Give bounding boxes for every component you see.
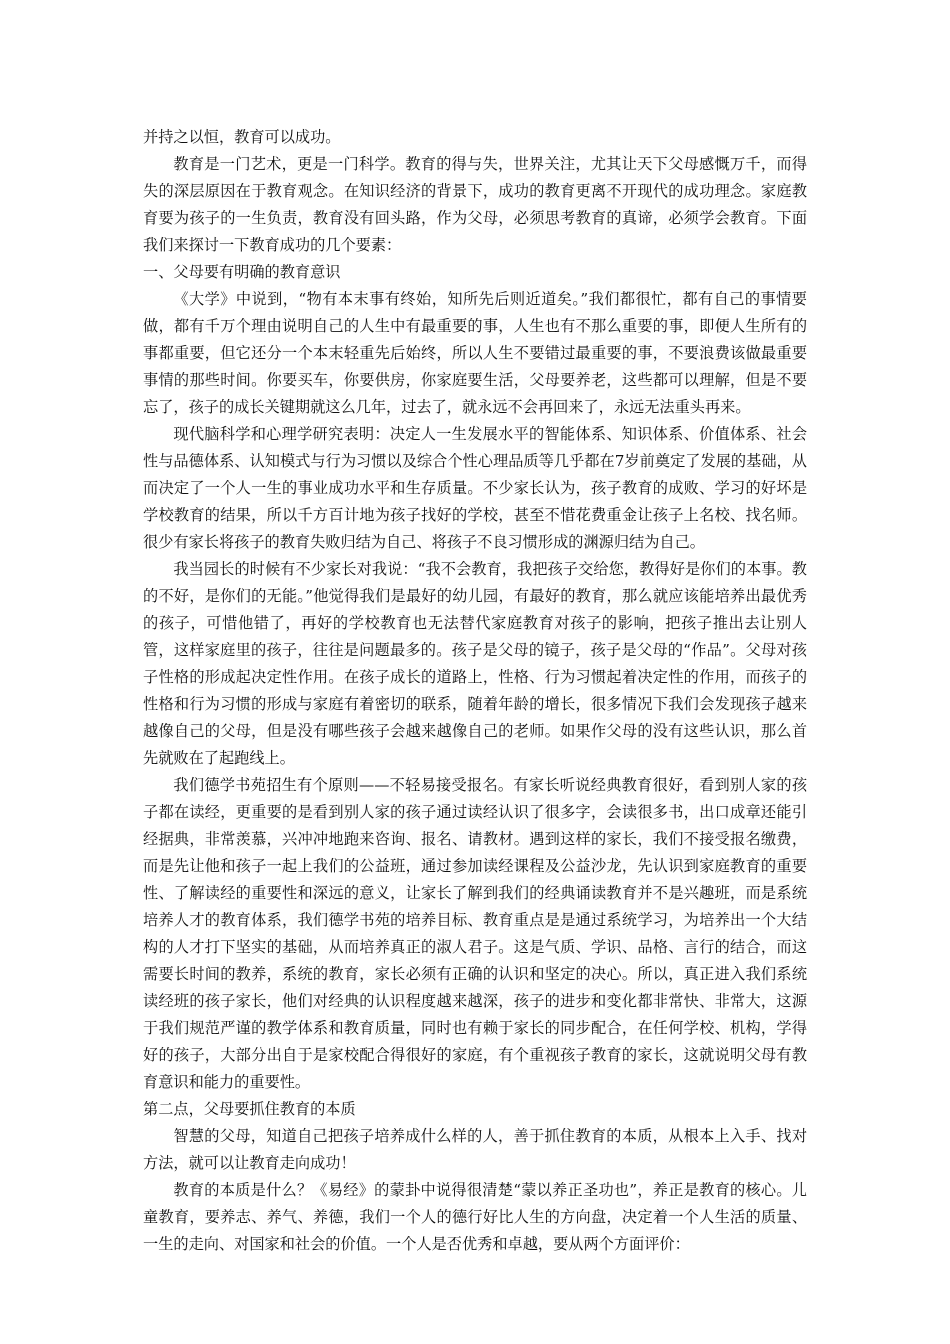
paragraph-education-art-science: 教育是一门艺术，更是一门科学。教育的得与失，世界关注，尤其让天下父母感慨万千，而得失的深层原因在于教育观念。在知识经济的背景下，成功的教育更离不开现代的成功理念。家庭教育要为孩子的一生负责，教育没有回头路，作为父母，必须思考教育的真谛，必须学会教育。下面我们来探讨一下教育成功的几个要素： xyxy=(143,155,807,254)
paragraph-brain-science: 现代脑科学和心理学研究表明：决定人一生发展水平的智能体系、知识体系、价值体系、社会性与品德体系、认知模式与行为习惯以及综合个性心理品质等几乎都在7岁前奠定了发展的基础，从而决定了一个人一生的事业成功水平和生存质量。不少家长认为，孩子教育的成败、学习的好坏是学校教育的结果，所以千方百计地为孩子找好的学校，甚至不惜花费重金让孩子上名校、找名师。很少有家长将孩子的教育失败归结为自己、将孩子不良习惯形成的渊源归结为自己。 xyxy=(143,425,807,551)
document-body xyxy=(143,124,807,1258)
paragraph-daxue-quote: 《大学》中说到，“物有本末事有终始，知所先后则近道矣。”我们都很忙，都有自己的事情要做，都有千万个理由说明自己的人生中有最重要的事，人生也有不那么重要的事，即便人生所有的事都重要，但它还分一个本末轻重先后始终，所以人生不要错过最重要的事，不要浪费该做最重要事情的那些时间。你要买车，你要供房，你家庭要生活，父母要养老，这些都可以理解，但是不要忘了，孩子的成长关键期就这么几年，过去了，就永远不会再回来了，永远无法重头再来。 xyxy=(143,290,807,416)
paragraph-wise-parents: 智慧的父母，知道自己把孩子培养成什么样的人，善于抓住教育的本质，从根本上入手、找对方法，就可以让教育走向成功！ xyxy=(143,1127,807,1172)
paragraph-essence-of-education: 教育的本质是什么？《易经》的蒙卦中说得很清楚“蒙以养正圣功也”，养正是教育的核心。儿童教育，要养志、养气、养德，我们一个人的德行好比人生的方向盘，决定着一个人生活的质量、一生的走向、对国家和社会的价值。一个人是否优秀和卓越，要从两个方面评价： xyxy=(143,1181,807,1253)
section-heading-1: 一、父母要有明确的教育意识 xyxy=(143,263,341,281)
paragraph-continuation: 并持之以恒，教育可以成功。 xyxy=(143,128,341,146)
paragraph-principal-experience: 我当园长的时候有不少家长对我说：“我不会教育，我把孩子交给您，教得好是你们的本事。教的不好，是你们的无能。”他觉得我们是最好的幼儿园，有最好的教育，那么就应该能培养出最优秀的孩子，可惜他错了，再好的学校教育也无法替代家庭教育对孩子的影响，把孩子推出去让别人管，这样家庭里的孩子，往往是问题最多的。孩子是父母的镜子，孩子是父母的“作品”。父母对孩子性格的形成起决定性作用。在孩子成长的道路上，性格、行为习惯起着决定性的作用，而孩子的性格和行为习惯的形成与家庭有着密切的联系，随着年龄的增长，很多情况下我们会发现孩子越来越像自己的父母，但是没有哪些孩子会越来越像自己的老师。如果作父母的没有这些认识，那么首先就败在了起跑线上。 xyxy=(143,560,807,767)
section-heading-2: 第二点，父母要抓住教育的本质 xyxy=(143,1100,356,1118)
paragraph-enrollment-principle: 我们德学书苑招生有个原则——不轻易接受报名。有家长听说经典教育很好，看到别人家的孩子都在读经，更重要的是看到别人家的孩子通过读经认识了很多字，会读很多书，出口成章还能引经据典，非常羡慕，兴冲冲地跑来咨询、报名、请教材。遇到这样的家长，我们不接受报名缴费，而是先让他和孩子一起上我们的公益班，通过参加读经课程及公益沙龙，先认识到家庭教育的重要性、了解读经的重要性和深远的意义，让家长了解到我们的经典诵读教育并不是兴趣班，而是系统培养人才的教育体系，我们德学书苑的培养目标、教育重点是是通过系统学习，为培养出一个大结构的人才打下坚实的基础，从而培养真正的淑人君子。这是气质、学识、品格、言行的结合，而这需要长时间的教养，系统的教育，家长必须有正确的认识和坚定的决心。所以，真正进入我们系统读经班的孩子家长，他们对经典的认识程度越来越深，孩子的进步和变化都非常快、非常大，这源于我们规范严谨的教学体系和教育质量，同时也有赖于家长的同步配合，在任何学校、机构，学得好的孩子，大部分出自于是家校配合得很好的家庭，有个重视孩子教育的家长，这就说明父母有教育意识和能力的重要性。 xyxy=(143,776,807,1091)
